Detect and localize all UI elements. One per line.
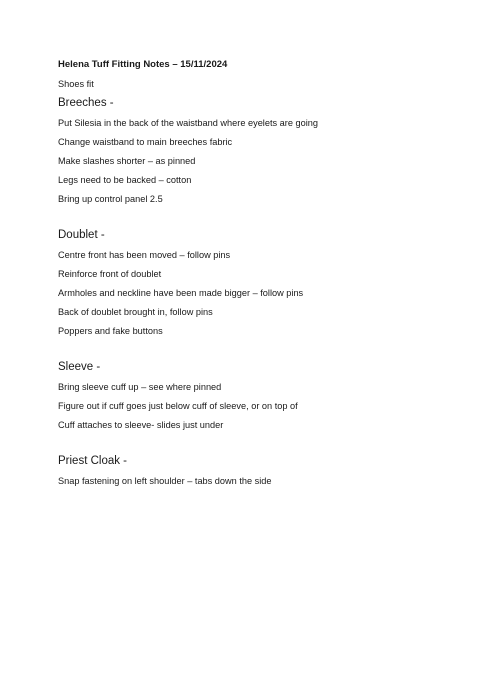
intro-line: Shoes fit	[58, 79, 94, 89]
list-item: Bring up control panel 2.5	[58, 194, 163, 204]
list-item: Legs need to be backed – cotton	[58, 175, 192, 185]
list-item: Snap fastening on left shoulder – tabs down the side	[58, 476, 272, 486]
list-item: Change waistband to main breeches fabric	[58, 137, 233, 147]
list-item: Poppers and fake buttons	[58, 326, 163, 336]
section-heading-sleeve: Sleeve -	[58, 361, 101, 373]
list-item: Make slashes shorter – as pinned	[58, 156, 196, 166]
list-item: Figure out if cuff goes just below cuff of sleeve, or on top of	[58, 401, 298, 411]
list-item: Back of doublet brought in, follow pins	[58, 307, 213, 317]
list-item: Armholes and neckline have been made bigger – follow pins	[58, 288, 304, 298]
document-title: Helena Tuff Fitting Notes – 15/11/2024	[58, 59, 228, 70]
section-heading-priest-cloak: Priest Cloak -	[58, 455, 128, 467]
list-item: Cuff attaches to sleeve- slides just under	[58, 420, 224, 430]
document-body	[58, 58, 458, 488]
list-item: Reinforce front of doublet	[58, 269, 162, 279]
list-item: Centre front has been moved – follow pins	[58, 250, 231, 260]
list-item: Bring sleeve cuff up – see where pinned	[58, 382, 222, 392]
section-heading-doublet: Doublet -	[58, 229, 105, 241]
section-heading-breeches: Breeches -	[58, 97, 114, 109]
list-item: Put Silesia in the back of the waistband where eyelets are going	[58, 118, 318, 128]
